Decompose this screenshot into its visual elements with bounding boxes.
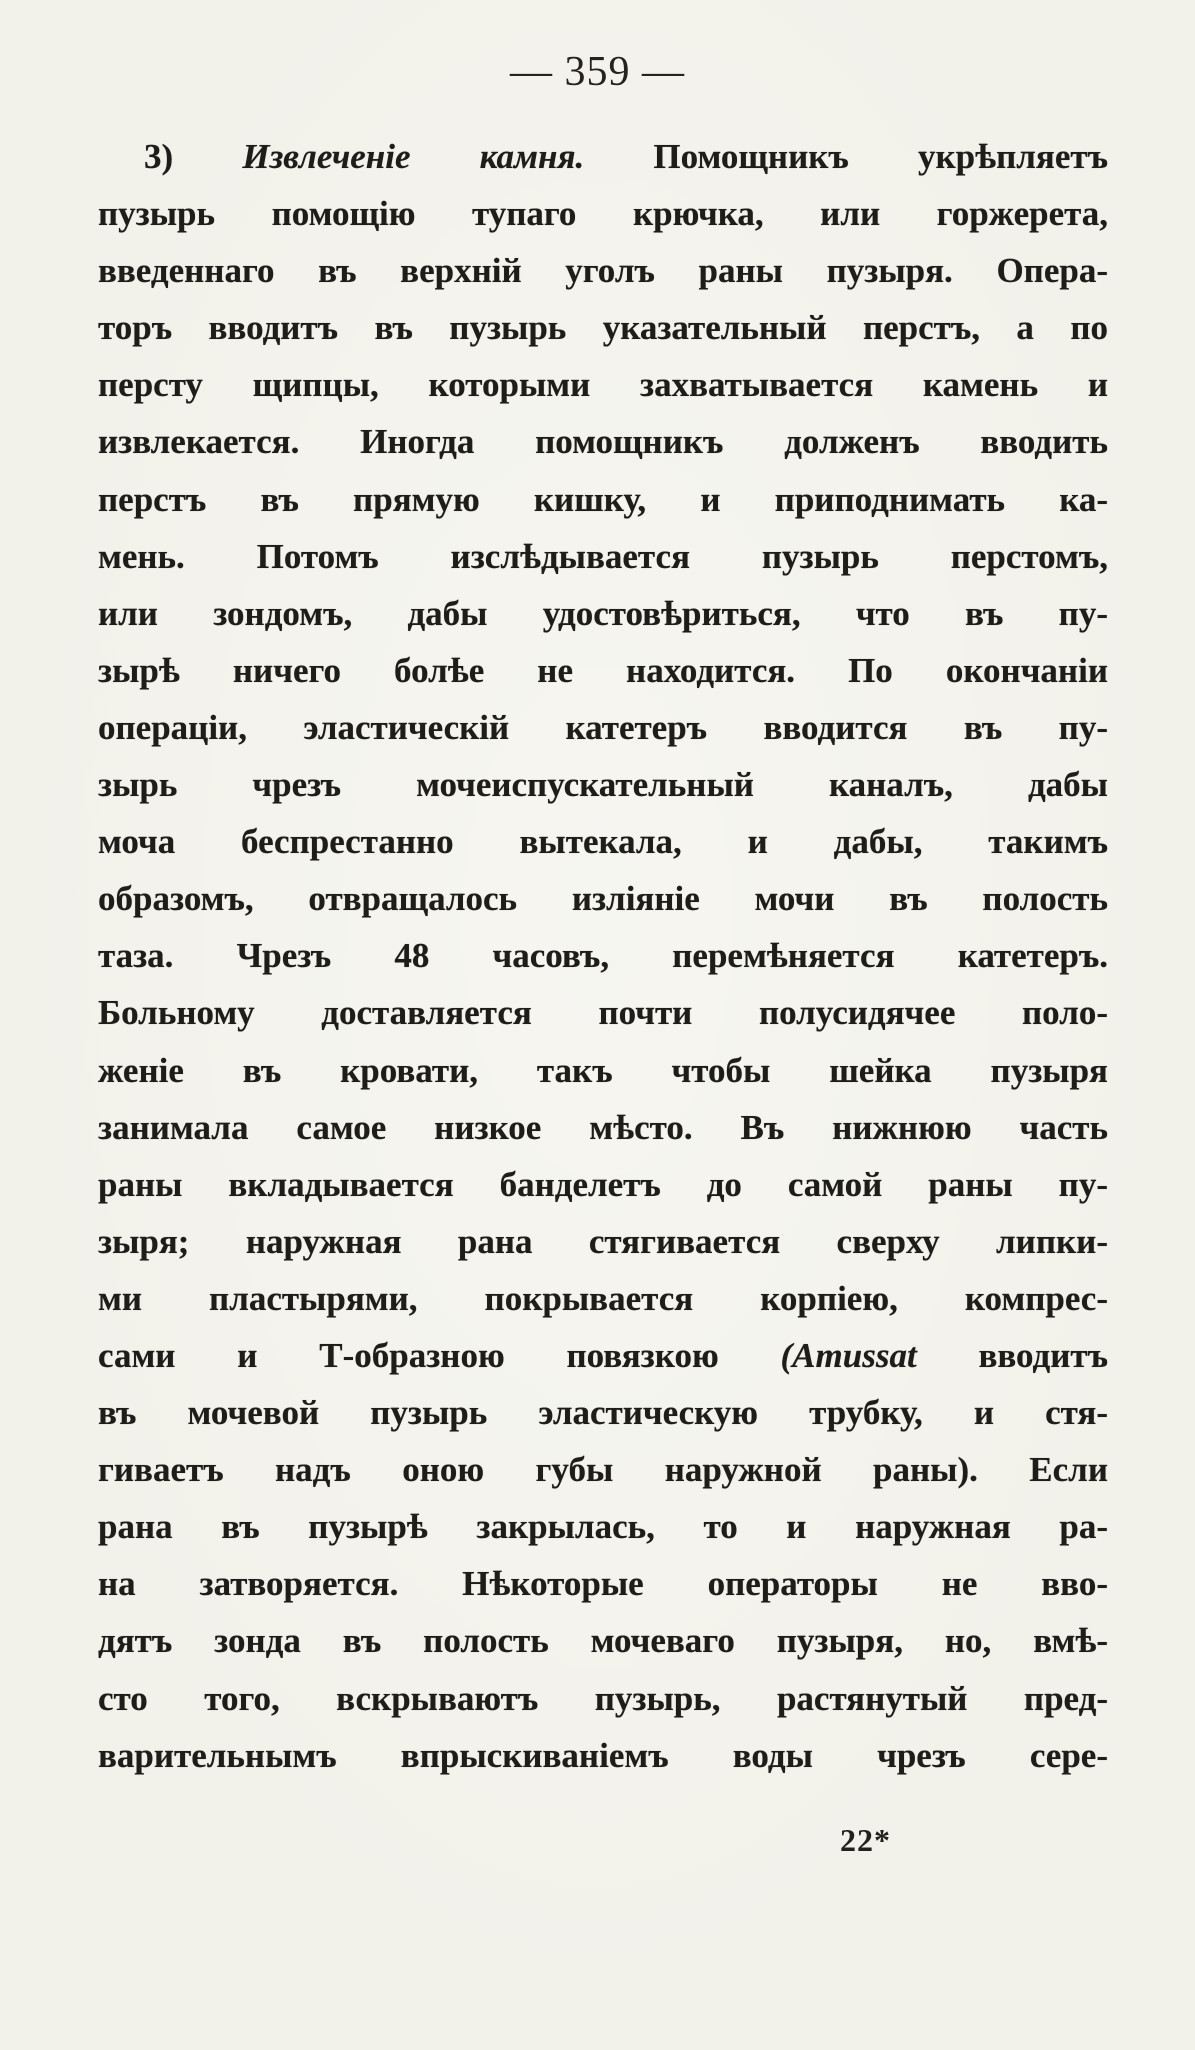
- author-reference: (Amussat: [780, 1335, 917, 1375]
- text-line: [98, 1327, 1108, 1384]
- text-line: занимала самое низкое мѣсто. Въ нижнюю часть: [98, 1107, 1108, 1147]
- text-line: дятъ зонда въ полость мочеваго пузыря, но, вмѣ-: [98, 1621, 1108, 1661]
- text-line: персту щипцы, которыми захватывается камень и: [98, 365, 1108, 405]
- text-line: ми пластырями, покрывается корпіею, компрес-: [98, 1278, 1108, 1318]
- text-line: [98, 128, 1108, 185]
- section-number: 3): [144, 137, 174, 176]
- text-line: сто того, вскрываютъ пузырь, растянутый пред-: [98, 1678, 1108, 1718]
- line-text: Помощникъ укрѣпляетъ: [653, 137, 1108, 176]
- text-line: зыря; наружная рана стягивается сверху липки-: [98, 1221, 1108, 1261]
- page-number: — 359 —: [510, 49, 685, 95]
- line-text: вводитъ: [978, 1335, 1109, 1375]
- text-line: на затворяется. Нѣкоторые операторы не вво-: [98, 1564, 1108, 1604]
- text-line: гиваетъ надъ оною губы наружной раны). Если: [98, 1450, 1108, 1490]
- text-line: варительнымъ впрыскиваніемъ воды чрезъ сере-: [98, 1735, 1108, 1775]
- text-line: мень. Потомъ изслѣдывается пузырь перстомъ,: [98, 536, 1108, 576]
- text-line: раны вкладывается банделетъ до самой раны пу-: [98, 1164, 1108, 1204]
- text-line: рана въ пузырѣ закрылась, то и наружная ра-: [98, 1507, 1108, 1547]
- text-line: моча беспрестанно вытекала, и дабы, такимъ: [98, 822, 1108, 862]
- text-line: или зондомъ, дабы удостовѣриться, что въ пу-: [98, 593, 1108, 633]
- text-line: введеннаго въ верхній уголъ раны пузыря. Опера-: [98, 251, 1108, 291]
- text-line: образомъ, отвращалось изліяніе мочи въ полость: [98, 879, 1108, 919]
- text-line: операціи, эластическій катетеръ вводится въ пу-: [98, 707, 1108, 747]
- text-line: зырѣ ничего болѣе не находится. По окончаніи: [98, 650, 1108, 690]
- text-line: въ мочевой пузырь эластическую трубку, и стя-: [98, 1393, 1108, 1433]
- text-line: пузырь помощію тупаго крючка, или горжерета,: [98, 194, 1108, 234]
- body-text: [98, 128, 1108, 1784]
- section-heading: Извлеченіе камня.: [242, 137, 585, 176]
- text-line: зырь чрезъ мочеиспускательный каналъ, дабы: [98, 765, 1108, 805]
- line-text: сами и Т-образною повязкою: [98, 1335, 719, 1375]
- signature-mark: 22*: [840, 1822, 891, 1858]
- text-line: таза. Чрезъ 48 часовъ, перемѣняется катетеръ.: [98, 936, 1108, 976]
- text-line: перстъ въ прямую кишку, и приподнимать ка-: [98, 479, 1108, 519]
- text-line: женіе въ кровати, такъ чтобы шейка пузыря: [98, 1050, 1108, 1090]
- text-line: извлекается. Иногда помощникъ долженъ вводить: [98, 422, 1108, 462]
- text-line: торъ вводитъ въ пузырь указательный перстъ, а по: [98, 308, 1108, 348]
- text-line: Больному доставляется почти полусидячее поло-: [98, 993, 1108, 1033]
